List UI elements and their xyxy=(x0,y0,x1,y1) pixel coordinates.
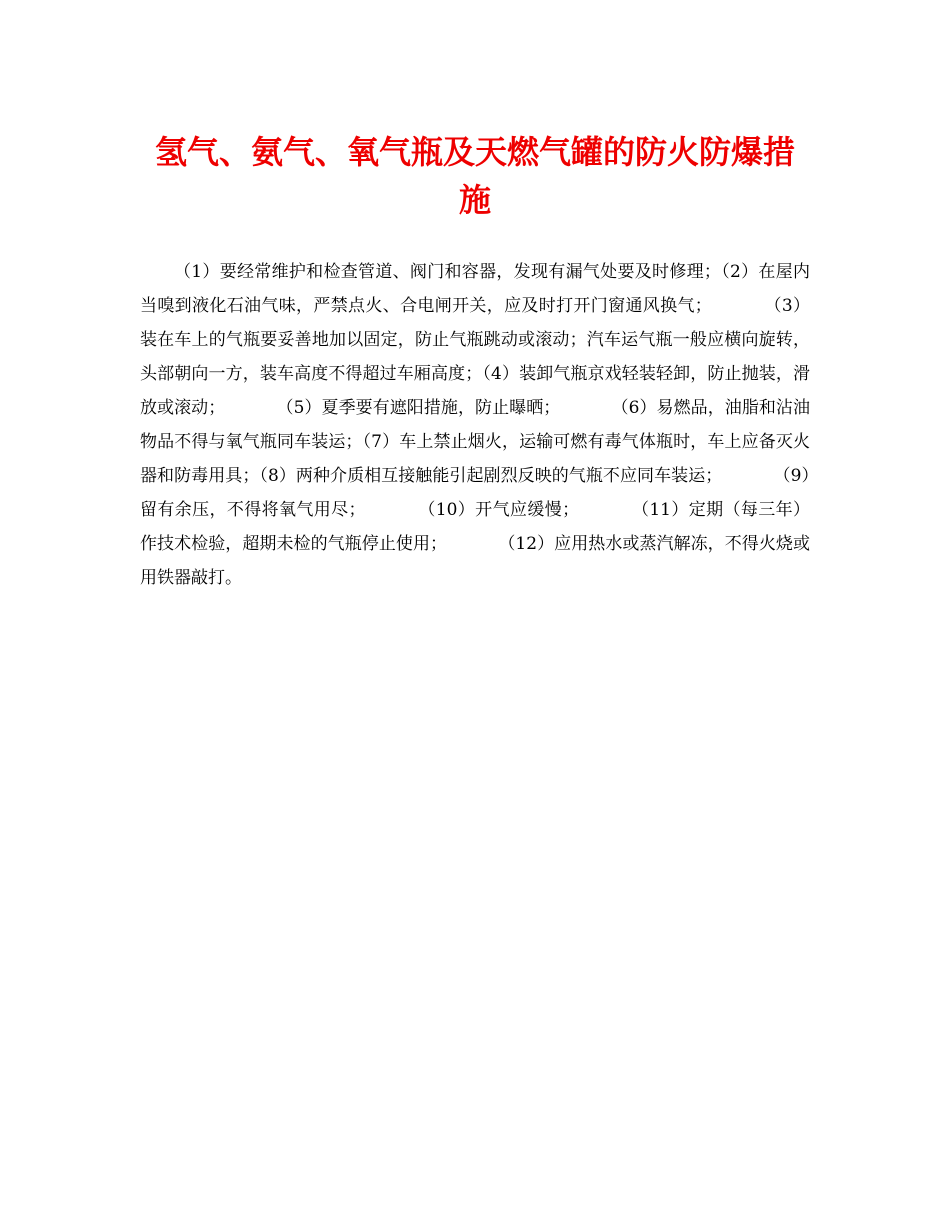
document-title: 氢气、氨气、氧气瓶及天燃气罐的防火防爆措施 xyxy=(154,133,795,219)
document-body: （1）要经常维护和检查管道、阀门和容器，发现有漏气处要及时修理；（2）在屋内当嗅到液化石油气味，严禁点火、合电闸开关，应及时打开门窗通风换气； （3）装在车上的气瓶要妥善地加以固定，防止气瓶跳动或滚动；汽车运气瓶一般应横向旋转，头部朝向一方，装车高度不得超过车厢高度；（4）装卸气瓶京戏轻装轻卸，防止抛装，滑放或滚动； （5）夏季要有遮阳措施，防止曝晒； （6）易燃品，油脂和沾油物品不得与氧气瓶同车装运；（7）车上禁止烟火，运输可燃有毒气体瓶时，车上应备灭火器和防毒用具；（8）两种介质相互接触能引起剧烈反映的气瓶不应同车装运； （9）留有余压，不得将氧气用尽； （10）开气应缓慢； （11）定期（每三年）作技术检验，超期未检的气瓶停止使用； （12）应用热水或蒸汽解冻，不得火烧或用铁器敲打。 xyxy=(140,262,810,588)
